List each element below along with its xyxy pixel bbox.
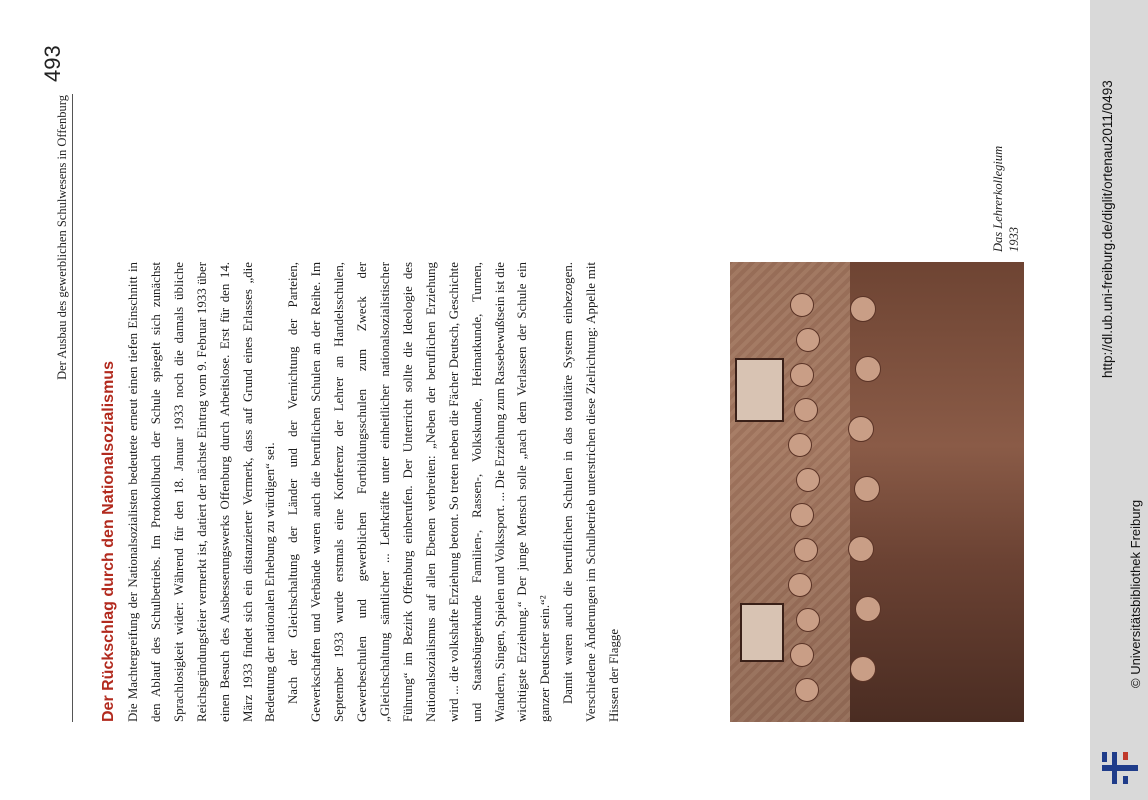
photo-person — [795, 678, 819, 702]
group-photo — [730, 262, 1024, 722]
paragraph-2: Nach der Gleichschaltung der Länder und der Vernichtung der Parteien, Gewerkschaften und Verbände waren auch die beruflichen Schulen an der Reihe. Im September 1933 wurde erstmals eine Konferenz der Lehrer an Handelsschulen, Gewerbeschulen und gewerblichen Fortbildungsschulen zum Zweck der „Gleichschaltung sämtlicher ... Lehrkräfte unter einheitlicher nationalsozialistischer Führung“ im Bezirk Offenburg einberufen. Der Unterricht sollte die Ideologie des Nationalsozialismus auf allen Ebenen verbreiten: „Neben der beruflichen Erziehung wird ... die volkshafte Erziehung betont. So treten neben die Fächer Deutsch, Geschichte und Staatsbürgerkunde Familien-, Rassen-, Volkskunde, Heimatkunde, Turnen, Wandern, Singen, Spielen und Volkssport. ... Die Erziehung zum Rassebewußtsein ist die wichtigste Erziehung.“ Der junge Mensch solle „nach dem Verlassen der Schule ein ganzer Deutscher sein.“² — [286, 262, 553, 722]
caption-line-2: 1933 — [1007, 227, 1021, 252]
header-rule — [72, 94, 73, 722]
photo-person — [796, 608, 820, 632]
photo-person — [848, 416, 874, 442]
source-url-link[interactable]: http://dl.ub.uni-freiburg.de/diglit/ortenau2011/0493 — [1100, 80, 1115, 378]
photo-person — [794, 538, 818, 562]
photo-person — [850, 296, 876, 322]
photo-person — [790, 643, 814, 667]
figure-caption — [990, 52, 1022, 252]
photo-person — [854, 476, 880, 502]
photo-person — [790, 363, 814, 387]
photo-person — [850, 656, 876, 682]
section-heading: Der Rückschlag durch den Nationalsozialismus — [100, 361, 117, 722]
caption-line-1: Das Lehrerkollegium — [991, 145, 1005, 252]
body-text — [122, 262, 626, 722]
photo-person — [848, 536, 874, 562]
photo-person — [794, 398, 818, 422]
photo-person — [855, 356, 881, 382]
copyright-text: © Universitätsbibliothek Freiburg — [1128, 499, 1143, 688]
running-title: Der Ausbau des gewerblichen Schulwesens in Offenburg — [55, 95, 69, 380]
photo-person — [788, 573, 812, 597]
photo-picture-frame — [735, 358, 784, 422]
paragraph-3: Damit waren auch die beruflichen Schulen in das totalitäre System einbezogen. Verschiedene Änderungen im Schulbetrieb unterstrichen diese Zielrichtung: Appelle mit Hissen der Flagge — [561, 262, 622, 722]
photo-person — [796, 468, 820, 492]
page-number: 493 — [40, 45, 65, 82]
photo-person — [790, 293, 814, 317]
photo-person — [790, 503, 814, 527]
photo-person — [855, 596, 881, 622]
ub-freiburg-logo-icon — [1102, 752, 1138, 784]
photo-person — [788, 433, 812, 457]
photo-picture-frame — [740, 603, 784, 662]
photo-person — [796, 328, 820, 352]
paragraph-1: Die Machtergreifung der Nationalsozialisten bedeutete erneut einen tiefen Einschnitt in den Ablauf des Schulbetriebs. Im Protokollbuch der Schule spiegelt sich zunächst Sprachlosigkeit wider: Während für den 18. Januar 1933 noch die damals übliche Reichsgründungsfeier vermerkt ist, datiert der nächste Eintrag vom 9. Februar 1933 über einen Besuch des Ausbesserungswerks Offenburg durch Arbeitslose. Erst für den 14. März 1933 findet sich ein distanzierter Vermerk, dass auf Grund eines Erlasses „die Bedeutung der nationalen Erhebung zu würdigen“ sei. — [126, 262, 278, 722]
